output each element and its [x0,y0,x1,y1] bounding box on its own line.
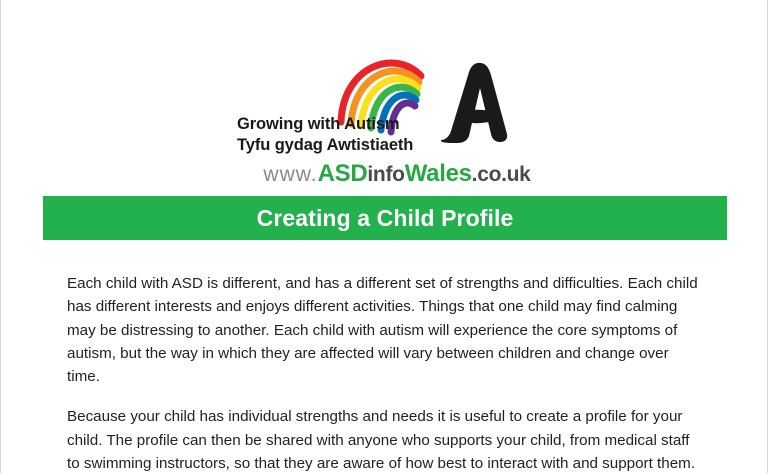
paragraph-1: Each child with ASD is different, and has a different set of strengths and difficulties. Each child has different interests and enjoys different activities. Things that one child may find calming may be distressing to another. Each child with autism will experience the core symptoms of autism, but the way in which they are affected will vary between children and change over time. [67,275,698,385]
logo [237,36,547,194]
paragraph-2: Because your child has individual strengths and needs it is useful to create a profile for your child. The profile can then be shared with anyone who supports your child, from medical staff to swimming instructors, so that they are aware of how best to interact with and support them. [67,408,696,472]
url-info: info [367,163,405,186]
url-tld: .co.uk [471,163,531,186]
body-text [67,272,705,475]
url-asd: ASD [317,160,368,187]
logo-tagline-english: Growing with Autism [237,115,400,133]
page-title: Creating a Child Profile [256,204,514,231]
url-wales: Wales [404,160,472,187]
logo-block [1,0,768,196]
url-www: www. [263,163,318,186]
logo-website-url [247,160,547,188]
logo-tagline [237,114,435,156]
logo-tagline-welsh: Tyfu gydag Awtistiaeth [237,136,414,155]
page-title-band [43,196,727,240]
